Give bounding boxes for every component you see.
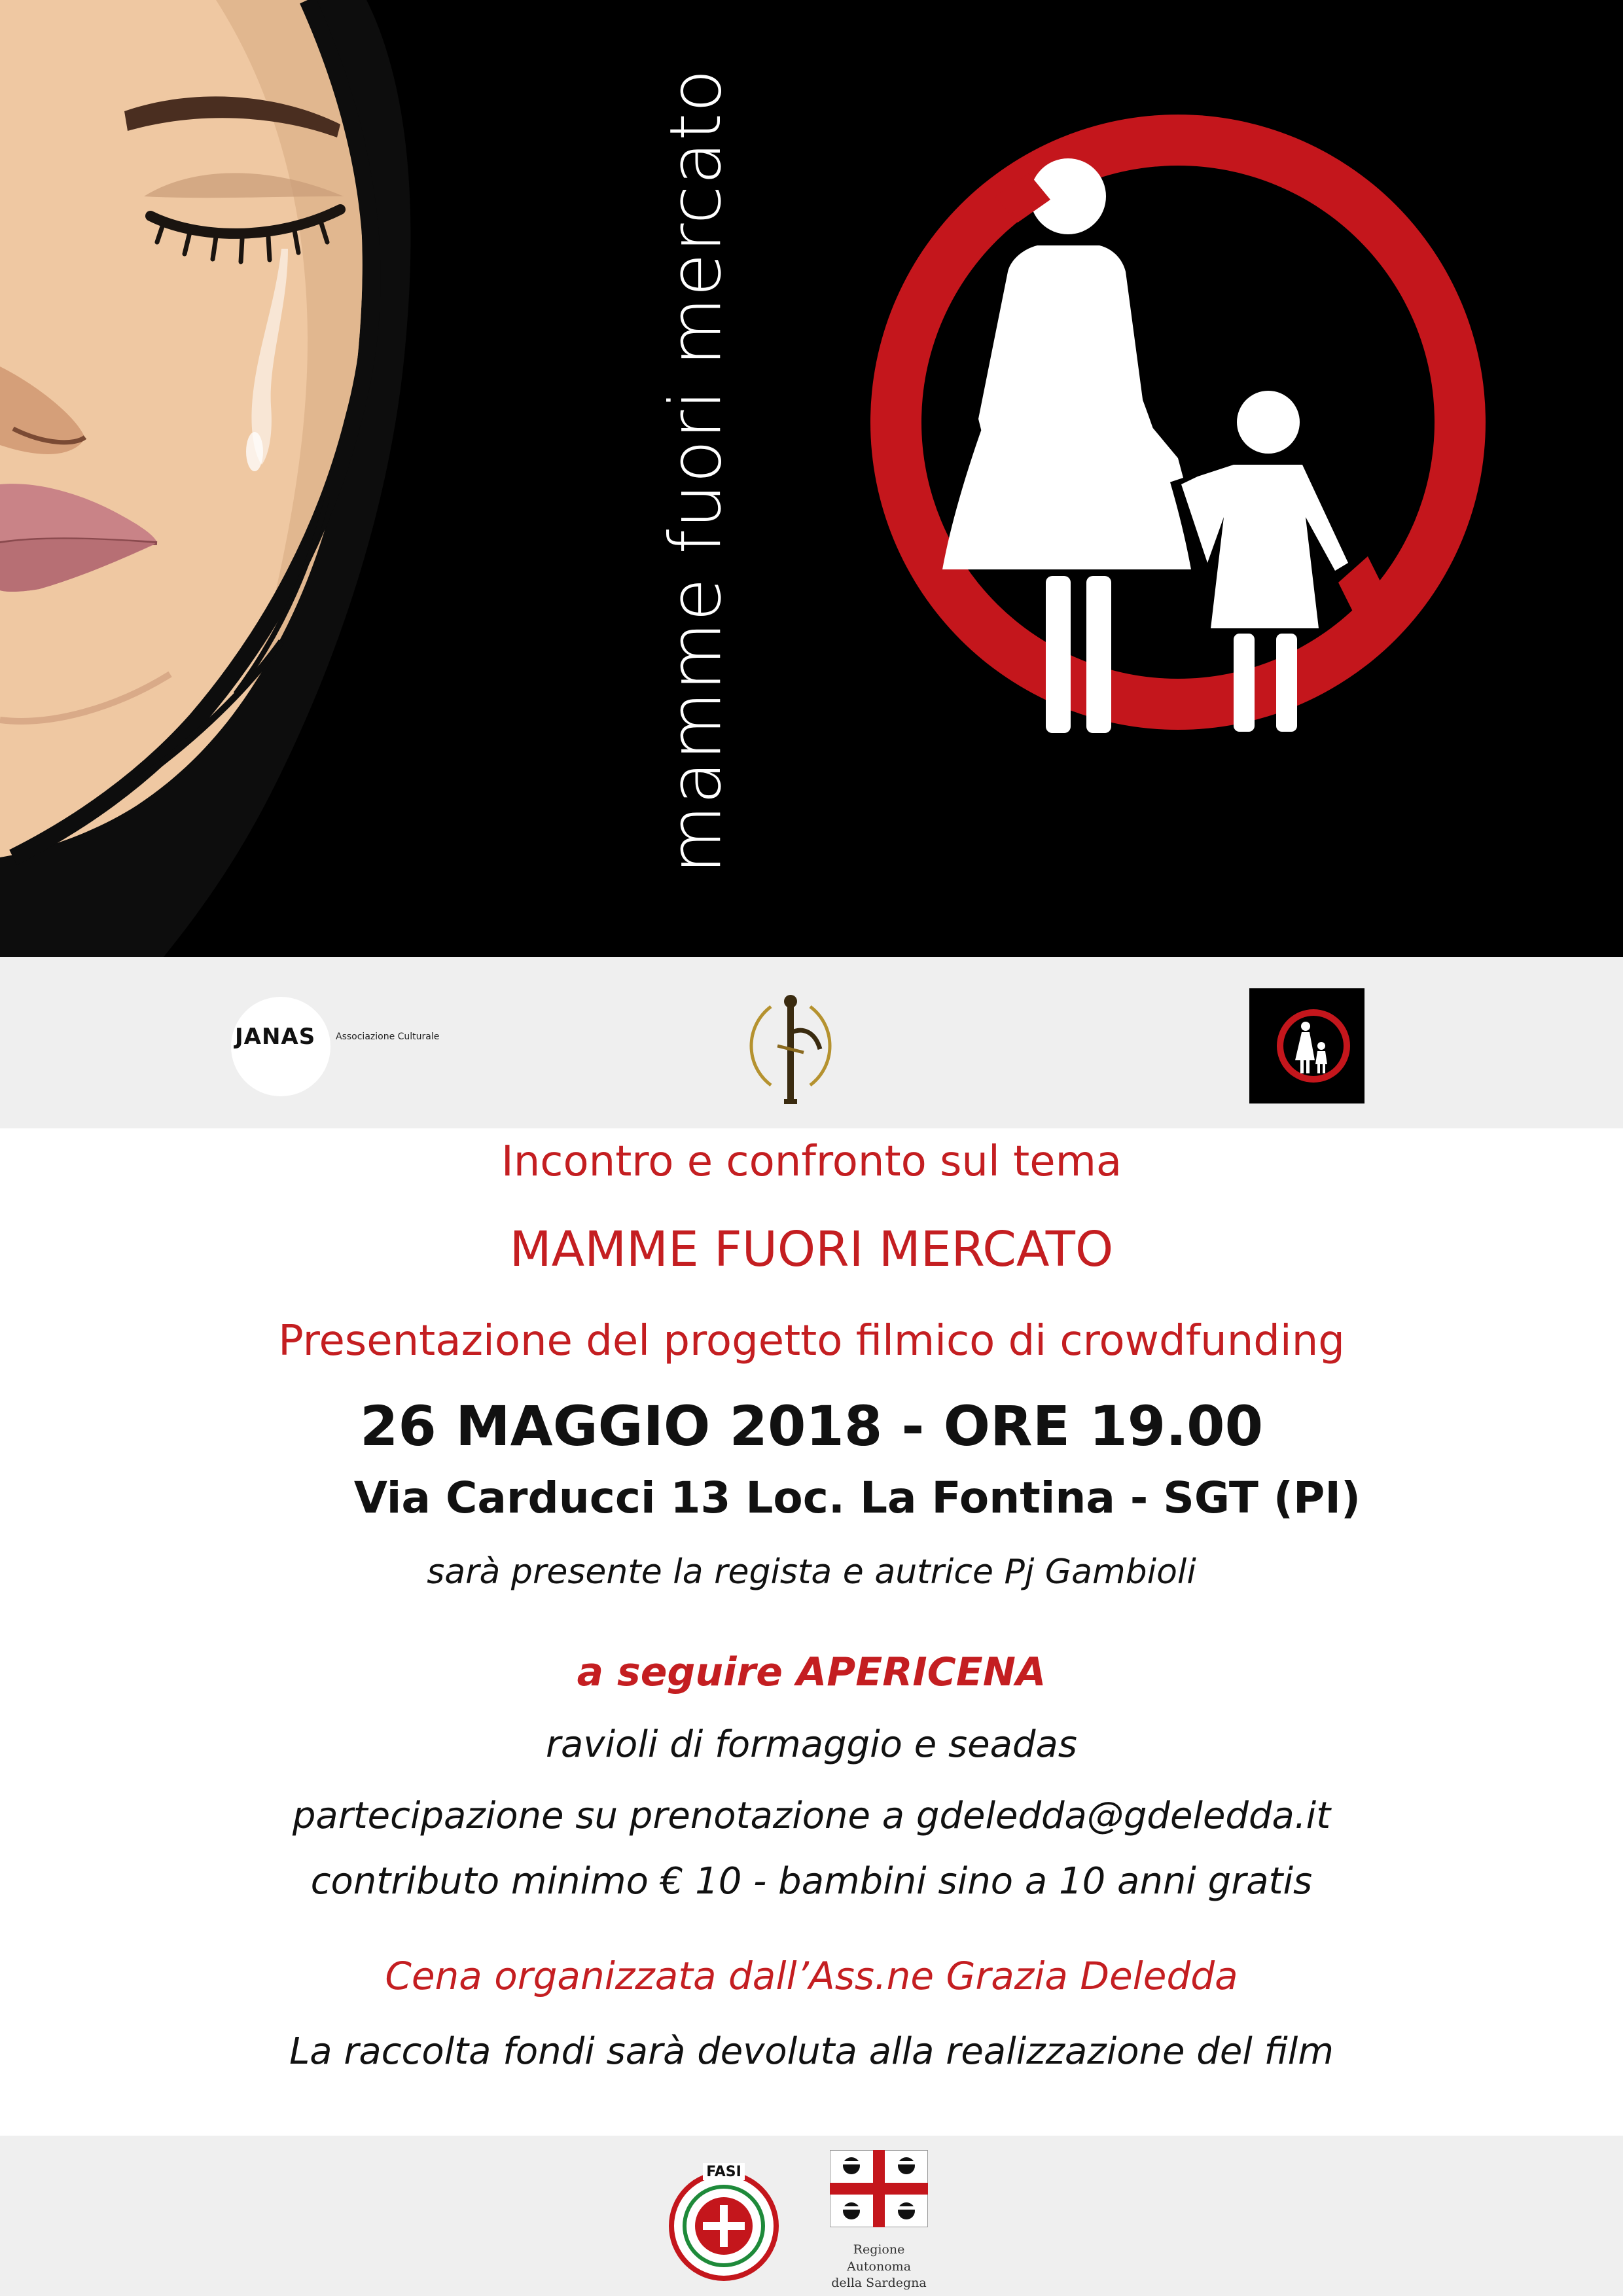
dinner-organizer-line: Cena organizzata dall’Ass.ne Grazia Deledda: [385, 1954, 1238, 1998]
director-note: sarà presente la regista e autrice Pj Gambioli: [427, 1552, 1196, 1592]
janas-logo: [231, 1014, 467, 1079]
no-entry-sign-icon: [0, 0, 1623, 957]
event-date: 26 MAGGIO 2018 - ORE 19.00: [359, 1394, 1264, 1458]
intro-line: Incontro e confronto sul tema: [501, 1138, 1122, 1186]
janas-subtitle: Associazione Culturale: [336, 1031, 440, 1042]
footer-band: [0, 2136, 1623, 2296]
theme-title: MAMME FUORI MERCATO: [509, 1221, 1114, 1278]
regione-sardegna-logo: [823, 2150, 935, 2291]
archer-bronze-icon: [732, 987, 849, 1124]
fundraising-line: La raccolta fondi sarà devoluta alla realizzazione del film: [289, 2030, 1334, 2073]
fasi-logo: [665, 2154, 783, 2285]
no-entry-sign-icon: [1249, 988, 1364, 1103]
regione-name-line2: della Sardegna: [831, 2276, 927, 2291]
four-moors-flag-icon: [830, 2150, 928, 2227]
regione-name: [823, 2242, 935, 2292]
contribution-line: contributo minimo € 10 - bambini sino a 10 anni gratis: [310, 1860, 1313, 1903]
booking-line: partecipazione su prenotazione a gdeledda@gdeledda.it: [292, 1795, 1331, 1837]
hero-title: mamme fuori mercato: [655, 68, 737, 874]
deledda-logo: [732, 987, 849, 1124]
event-address: Via Carducci 13 Loc. La Fontina - SGT (PI): [353, 1473, 1361, 1523]
janas-name: JANAS: [235, 1024, 316, 1050]
project-logo: [1249, 988, 1364, 1103]
fasi-name: FASI: [706, 2164, 741, 2180]
logo-band: [0, 957, 1623, 1128]
menu-line: ravioli di formaggio e seadas: [546, 1723, 1077, 1766]
presentation-line: Presentazione del progetto filmico di crowdfunding: [278, 1317, 1345, 1365]
hero-banner: [0, 0, 1623, 957]
regione-name-line1: Regione Autonoma: [846, 2242, 912, 2274]
apericena-heading: a seguire APERICENA: [577, 1649, 1046, 1695]
fasi-seal-icon: [665, 2154, 783, 2285]
